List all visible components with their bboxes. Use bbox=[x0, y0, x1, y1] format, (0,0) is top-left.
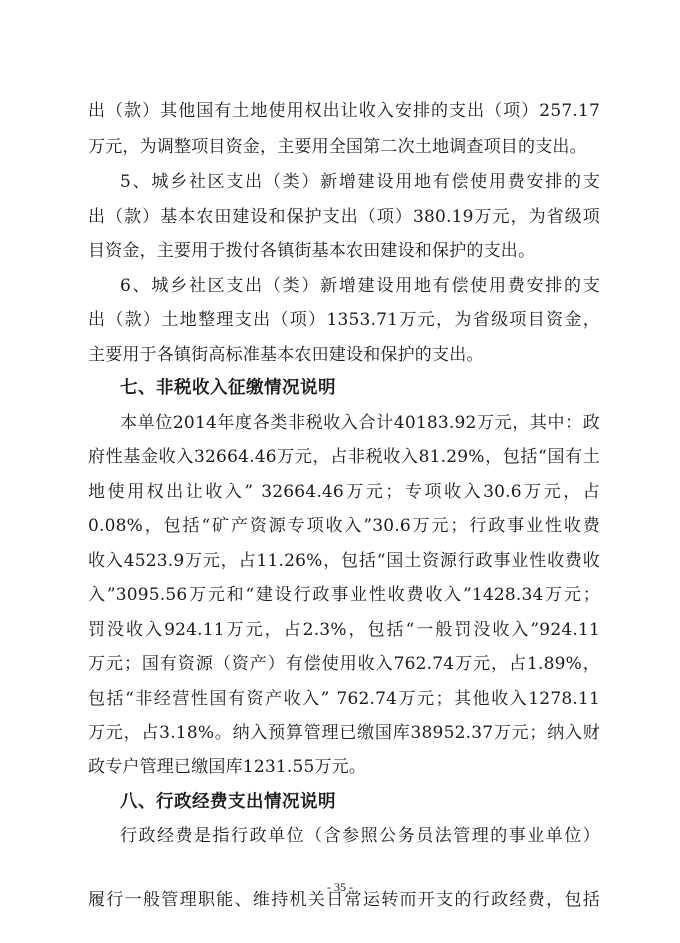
text-line: 收入4523.9万元，占11.26%，包括“国土资源行政事业性收费收 bbox=[88, 551, 600, 571]
section-heading: 七、非税收入征缴情况说明 bbox=[120, 378, 336, 398]
text-line: 府性基金收入32664.46万元，占非税收入81.29%，包括“国有土 bbox=[88, 447, 600, 467]
text-line: 本单位2014年度各类非税收入合计40183.92万元，其中：政 bbox=[120, 413, 600, 433]
text-line: 万元，占3.18%。纳入预算管理已缴国库38952.37万元；纳入财 bbox=[88, 723, 600, 743]
text-line: 目资金，主要用于拨付各镇街基本农田建设和保护的支出。 bbox=[88, 241, 536, 261]
text-line: 政专户管理已缴国库1231.55万元。 bbox=[88, 757, 367, 777]
text-line: 万元，为调整项目资金，主要用全国第二次土地调查项目的支出。 bbox=[88, 137, 587, 157]
text-line: 6、城乡社区支出（类）新增建设用地有偿使用费安排的支 bbox=[120, 276, 600, 296]
text-line: 履行一般管理职能、维持机关日常运转而开支的行政经费，包括 bbox=[88, 890, 600, 910]
text-line: 0.08%，包括“矿产资源专项收入”30.6万元；行政事业性收费 bbox=[88, 516, 600, 536]
section-heading: 八、行政经费支出情况说明 bbox=[120, 792, 336, 812]
text-line: 出（款）基本农田建设和保护支出（项）380.19万元，为省级项 bbox=[88, 207, 600, 227]
text-line: 罚没收入924.11万元，占2.3%，包括“一般罚没收入”924.11 bbox=[88, 620, 600, 640]
text-line: 入”3095.56万元和“建设行政事业性收费收入”1428.34万元； bbox=[88, 585, 600, 605]
text-line: 包括“非经营性国有资产收入” 762.74万元；其他收入1278.11 bbox=[88, 689, 600, 709]
text-line: 5、城乡社区支出（类）新增建设用地有偿使用费安排的支 bbox=[120, 172, 600, 192]
text-line: 地使用权出让收入” 32664.46万元；专项收入30.6万元，占 bbox=[88, 482, 600, 502]
text-line: 万元；国有资源（资产）有偿使用收入762.74万元，占1.89%， bbox=[88, 654, 600, 674]
text-line: 出（款）土地整理支出（项）1353.71万元，为省级项目资金， bbox=[88, 310, 600, 330]
text-line: 主要用于各镇街高标准基本农田建设和保护的支出。 bbox=[88, 345, 484, 365]
text-line: 行政经费是指行政单位（含参照公务员法管理的事业单位） bbox=[120, 826, 600, 846]
page-number: - 35 - bbox=[327, 880, 353, 894]
text-line: 出（款）其他国有土地使用权出让收入安排的支出（项）257.17 bbox=[88, 101, 600, 121]
